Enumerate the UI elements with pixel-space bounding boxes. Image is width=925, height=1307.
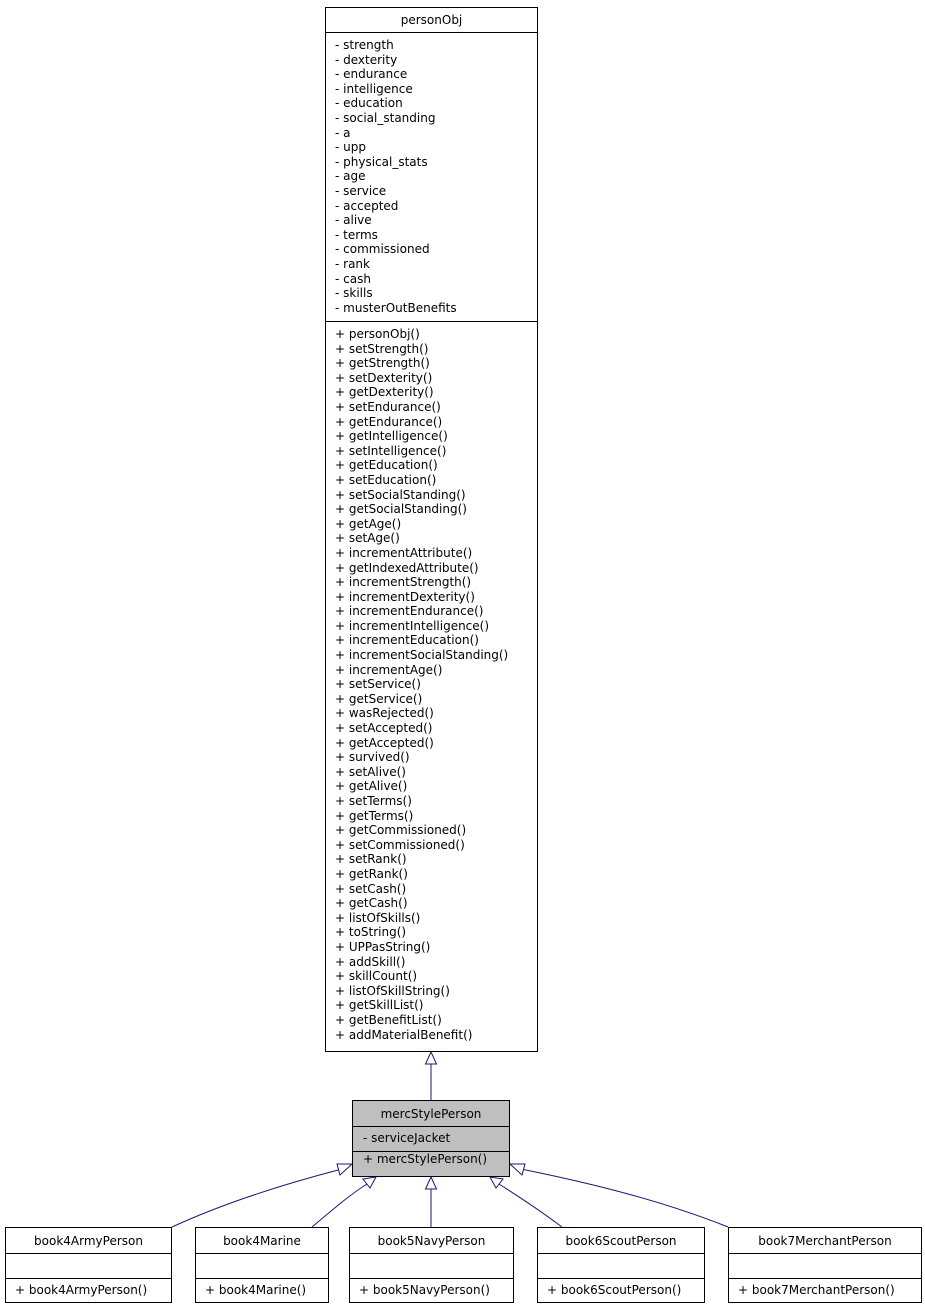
class-book5NavyPerson[interactable] — [349, 1227, 514, 1303]
operation-item: + setTerms() — [335, 794, 412, 808]
operation-item: + listOfSkillString() — [335, 983, 450, 998]
attribute-item: - age — [335, 169, 366, 184]
attributes-section — [729, 1254, 921, 1279]
operation-item: + setDexterity() — [335, 370, 433, 385]
edge-merchant-to-merc — [521, 1169, 728, 1227]
operation-item: + book6ScoutPerson() — [547, 1283, 682, 1297]
edge-army-to-merc — [172, 1169, 342, 1227]
attributes-section — [353, 1127, 509, 1152]
operations-section — [6, 1279, 171, 1298]
class-mercStylePerson[interactable] — [352, 1100, 510, 1177]
attribute-item: - accepted — [335, 198, 399, 213]
arrowhead-army — [337, 1164, 352, 1175]
operation-item: + mercStylePerson() — [363, 1152, 488, 1166]
operation-item: + addMaterialBenefit() — [335, 1027, 473, 1042]
attribute-item: - a — [335, 125, 351, 140]
operations-section — [326, 322, 537, 1042]
operation-item: + setStrength() — [335, 341, 429, 356]
attribute-item: - terms — [335, 227, 378, 242]
operation-item: + getBenefitList() — [335, 1012, 442, 1027]
attribute-item: - serviceJacket — [363, 1131, 451, 1145]
operations-section — [353, 1152, 509, 1167]
arrowhead-navy — [426, 1177, 437, 1189]
operation-item: + incrementStrength() — [335, 575, 472, 590]
operations-section — [196, 1279, 328, 1298]
attributes-section — [538, 1254, 704, 1279]
operation-item: + incrementIntelligence() — [335, 618, 490, 633]
class-title: book7MerchantPerson — [729, 1228, 921, 1254]
operation-item: + setAlive() — [335, 764, 406, 779]
operation-item: + getAge() — [335, 516, 402, 531]
operation-item: + personObj() — [335, 327, 420, 341]
class-book7MerchantPerson[interactable] — [728, 1227, 922, 1303]
operation-item: + incrementEducation() — [335, 633, 479, 648]
operation-item: + book5NavyPerson() — [359, 1283, 490, 1297]
operation-item: + getSkillList() — [335, 998, 424, 1013]
operation-item: + incrementSocialStanding() — [335, 648, 509, 663]
operation-item: + setIntelligence() — [335, 443, 447, 458]
operation-item: + getDexterity() — [335, 385, 434, 400]
attribute-item: - cash — [335, 271, 371, 286]
operation-item: + getAccepted() — [335, 735, 434, 750]
class-title: personObj — [326, 8, 537, 33]
attributes-section — [196, 1254, 328, 1279]
arrowhead-person — [426, 1052, 437, 1064]
operation-item: + getCommissioned() — [335, 823, 467, 838]
attribute-item: - dexterity — [335, 52, 398, 67]
attribute-item: - service — [335, 183, 387, 198]
arrowhead-scout — [490, 1177, 503, 1188]
class-book4Marine[interactable] — [195, 1227, 329, 1303]
operation-item: + getRank() — [335, 866, 408, 881]
operation-item: + setSocialStanding() — [335, 487, 466, 502]
operation-item: + skillCount() — [335, 969, 418, 984]
operation-item: + getSocialStanding() — [335, 502, 467, 517]
class-title: mercStylePerson — [353, 1101, 509, 1127]
attribute-item: - alive — [335, 213, 372, 228]
class-title: book4Marine — [196, 1228, 328, 1254]
attribute-item: - skills — [335, 286, 373, 301]
operation-item: + book4Marine() — [205, 1283, 307, 1297]
operation-item: + setEndurance() — [335, 399, 441, 414]
class-book4ArmyPerson[interactable] — [5, 1227, 172, 1303]
operation-item: + incrementDexterity() — [335, 589, 475, 604]
attribute-item: - education — [335, 96, 403, 111]
operation-item: + listOfSkills() — [335, 910, 421, 925]
class-title: book4ArmyPerson — [6, 1228, 171, 1254]
operation-item: + getService() — [335, 691, 423, 706]
attributes-section — [350, 1254, 513, 1279]
operation-item: + setService() — [335, 677, 421, 692]
operation-item: + setAccepted() — [335, 721, 433, 736]
edge-scout-to-merc — [499, 1184, 562, 1227]
attribute-item: - commissioned — [335, 242, 430, 257]
attribute-item: - social_standing — [335, 110, 436, 125]
operation-item: + toString() — [335, 925, 407, 940]
operation-item: + UPPasString() — [335, 939, 431, 954]
arrowhead-marine — [363, 1177, 376, 1188]
operations-section — [729, 1279, 921, 1298]
operation-item: + getIndexedAttribute() — [335, 560, 479, 575]
attribute-item: - musterOutBenefits — [335, 300, 457, 315]
operation-item: + incrementAttribute() — [335, 545, 473, 560]
arrowhead-merchant — [510, 1164, 525, 1175]
edge-marine-to-merc — [312, 1184, 367, 1227]
operation-item: + incrementAge() — [335, 662, 443, 677]
operation-item: + getCash() — [335, 896, 408, 911]
attribute-item: - strength — [335, 38, 394, 52]
operation-item: + survived() — [335, 750, 410, 765]
operations-section — [538, 1279, 704, 1298]
operations-section — [350, 1279, 513, 1298]
class-personObj[interactable] — [325, 7, 538, 1052]
attribute-item: - intelligence — [335, 81, 413, 96]
operation-item: + setCommissioned() — [335, 837, 465, 852]
class-book6ScoutPerson[interactable] — [537, 1227, 705, 1303]
operation-item: + setCash() — [335, 881, 407, 896]
class-title: book5NavyPerson — [350, 1228, 513, 1254]
operation-item: + getIntelligence() — [335, 429, 448, 444]
operation-item: + setAge() — [335, 531, 400, 546]
operation-item: + setRank() — [335, 852, 407, 867]
attributes-section — [326, 33, 537, 322]
operation-item: + getAlive() — [335, 779, 408, 794]
operation-item: + getTerms() — [335, 808, 414, 823]
attribute-item: - endurance — [335, 67, 408, 82]
operation-item: + setEducation() — [335, 472, 437, 487]
attribute-item: - rank — [335, 256, 370, 271]
operation-item: + getStrength() — [335, 356, 430, 371]
operation-item: + book4ArmyPerson() — [15, 1283, 148, 1297]
operation-item: + getEducation() — [335, 458, 438, 473]
operation-item: + wasRejected() — [335, 706, 434, 721]
operation-item: + book7MerchantPerson() — [738, 1283, 895, 1297]
operation-item: + addSkill() — [335, 954, 406, 969]
attributes-section — [6, 1254, 171, 1279]
attribute-item: - upp — [335, 140, 366, 155]
attribute-item: - physical_stats — [335, 154, 428, 169]
class-title: book6ScoutPerson — [538, 1228, 704, 1254]
operation-item: + getEndurance() — [335, 414, 443, 429]
operation-item: + incrementEndurance() — [335, 604, 484, 619]
